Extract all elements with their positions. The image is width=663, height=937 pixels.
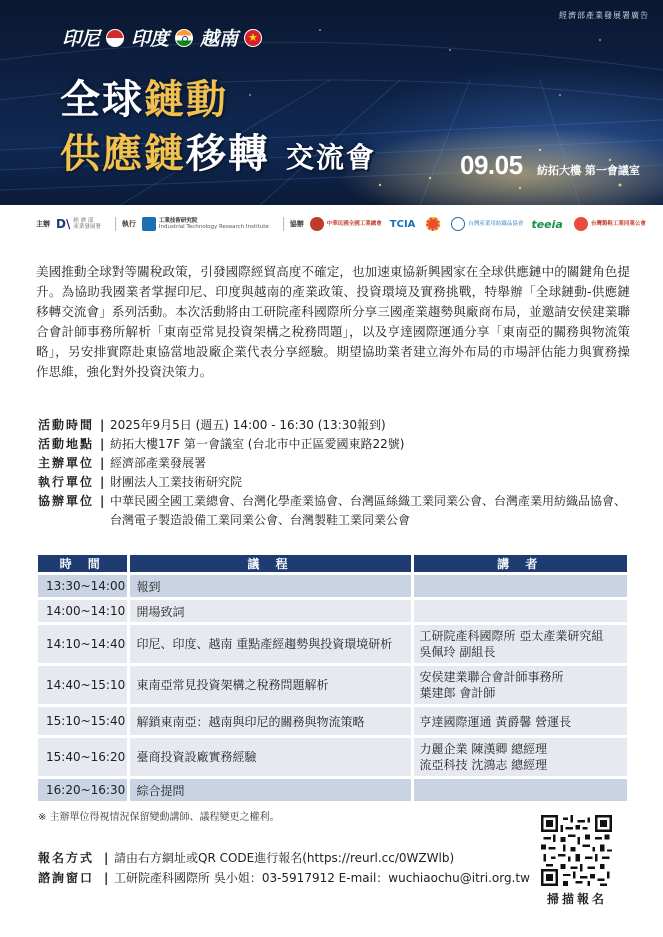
agenda-speaker [411,738,627,776]
registration-contact [38,848,530,888]
agenda-row [38,666,627,704]
country-india: 印度 [131,28,170,50]
agenda-topic: 報到 [127,575,410,597]
qr-caption: 掃描報名 [547,892,608,906]
host-name-line2: 產業發展署 [73,224,101,230]
co-logo-footwear: 台灣製鞋工業同業公會 [574,217,646,231]
title1-part-b: 鏈動 [144,77,228,123]
inquiry-row: 諮詢窗口 | 工研院產科國際所 吳小姐：03-5917912 E-mail：wuchiaochu@itri.org.tw [38,868,530,888]
executor-name-line2: Industrial Technology Research Institute [158,224,269,230]
info-label: 活動地點 [38,437,95,451]
india-flag-icon [175,29,193,47]
info-label: 主辦單位 [38,456,95,470]
info-label: 協辦單位 [38,494,95,508]
agenda-row [38,625,627,663]
title2-part-b: 移轉 [186,131,270,177]
agenda-row [38,707,627,735]
agenda-time: 15:40~16:20 [38,738,127,776]
divider [283,217,284,231]
agenda-time: 14:10~14:40 [38,625,127,663]
co-logo-cnfi: 中華民國全國工業總會 [310,217,382,231]
executor-label: 執行 [121,220,136,228]
co-logo-silk [426,217,443,231]
info-value: 中華民國全國工業總會、台灣化學產業協會、台灣區絲織工業同業公會、台灣產業用紡織品協會、 [110,494,627,508]
co-logo-itig: 台灣產業用紡織品協會 [451,217,523,231]
info-value: 2025年9月5日 (週五) 14:00 - 16:30 (13:30報到) [110,418,386,432]
column-header-time: 時 間 [38,555,127,572]
divider [115,217,116,231]
agenda-speaker [411,779,627,801]
agenda-table [38,552,627,804]
agenda-topic: 開場致詞 [127,600,410,622]
info-label: 執行單位 [38,475,95,489]
co-organizer-label: 協辦 [289,220,304,228]
agenda-speaker [411,666,627,704]
target-countries [62,24,266,51]
agenda-time: 14:40~15:10 [38,666,127,704]
sponsor-note: 經濟部產業發展署廣告 [559,11,649,20]
event-title-line1 [60,68,228,125]
host-label: 主辦 [36,220,50,228]
event-banner [0,0,663,205]
event-introduction: 美國推動全球對等關稅政策，引發國際經貿高度不確定，也加速東協新興國家在全球供應鏈中的關鍵角色提升。為協助我國業者掌握印尼、印度與越南的產業政策、投資環境及實務挑戰，特舉辦「全球鏈動-供應鏈移轉交流會」系列活動。本次活動將由工研院產科國際所分享三國產業趨勢與廠商布局，並邀請安侯建業聯合會計師事務所解析「東南亞常見投資架構之稅務問題」，以及亨達國際運通分享「東南亞的關務與物流策略」，另安排實際赴東協當地設廠企業代表分享經驗。期望協助業者建立海外布局的市場評估能力與實務操作思維，強化對外投資決策力。 [36,264,630,379]
title2-part-a: 供應鏈 [60,131,186,177]
speaker-line1: 力麗企業 陳漢卿 總經理 [419,742,548,756]
indonesia-flag-icon [106,29,124,47]
agenda-speaker [411,575,627,597]
agenda-speaker [411,625,627,663]
co-logo-tcia: TCIA [389,218,416,230]
vietnam-flag-icon [244,29,262,47]
speaker-line1: 安侯建業聯合會計師事務所 [419,670,564,684]
cnfi-logo-icon [310,217,324,231]
info-label: 諮詢窗口 [38,871,95,885]
disclaimer-note: ※ 主辦單位得視情況保留變動講師、議程變更之權利。 [38,812,280,823]
info-value-continued: 台灣電子製造設備工業同業公會、台灣製鞋工業同業公會 [110,513,411,527]
agenda-header-row [38,555,627,572]
column-header-topic: 議 程 [127,555,410,572]
speaker-line2: 流亞科技 沈鴻志 總經理 [419,758,548,772]
speaker-line1: 工研院產科國際所 亞太產業研究組 [419,629,604,643]
info-row-time: 活動時間 | 2025年9月5日 (週五) 14:00 - 16:30 (13:30報到) [38,416,638,435]
agenda-row [38,575,627,597]
agenda-topic: 臺商投資設廠實務經驗 [127,738,410,776]
info-label: 報名方式 [38,851,95,865]
info-row-co-organizers: 協辦單位 | 中華民國全國工業總會、台灣化學產業協會、台灣區絲織工業同業公會、台灣產業用紡織品協會、 台灣電子製造設備工業同業公會、台灣製鞋工業同業公會 [38,492,638,530]
ida-logo-icon: D\ [56,217,71,231]
agenda-speaker: 亨達國際運通 黃爵馨 營運長 [411,707,627,735]
info-row-executor: 執行單位 | 財團法人工業技術研究院 [38,473,638,492]
agenda-row [38,738,627,776]
agenda-speaker [411,600,627,622]
column-header-speaker: 講 者 [411,555,627,572]
event-title-line2 [60,122,376,179]
speaker-line2: 葉建郎 會計師 [419,686,496,700]
registration-qr-code[interactable] [541,815,612,886]
country-vietnam: 越南 [200,28,239,50]
executor-logo [142,217,269,231]
inquiry-contact[interactable]: 工研院產科國際所 吳小姐：03-5917912 E-mail：wuchiaochu@itri.org.tw [114,871,530,885]
info-label: 活動時間 [38,418,95,432]
executor-name-line1: 工業技術研究院 [158,217,198,224]
agenda-row [38,779,627,801]
itig-logo-icon [451,217,465,231]
footwear-association-logo-icon [574,217,588,231]
silk-association-logo-icon [426,217,440,231]
agenda-time: 13:30~14:00 [38,575,127,597]
info-row-venue: 活動地點 | 紡拓大樓17F 第一會議室 (台北市中正區愛國東路22號) [38,435,638,454]
agenda-time: 14:00~14:10 [38,600,127,622]
speaker-line2: 吳佩玲 副組長 [419,645,496,659]
host-name-line1: 經 濟 部 [73,217,94,224]
agenda-topic: 綜合提問 [127,779,410,801]
title2-part-c: 交流會 [285,141,376,174]
agenda-time: 16:20~16:30 [38,779,127,801]
event-date: 09.05 [460,150,523,180]
event-info-list [38,416,638,530]
co-logo-teeia: teeia [531,217,563,231]
itri-logo-icon [142,217,156,231]
registration-row: 報名方式 | 請由右方網址或QR CODE進行報名(https://reurl.cc/0WZWlb) [38,848,530,868]
title1-part-a: 全球 [60,77,144,123]
agenda-topic: 解鎖東南亞：越南與印尼的關務與物流策略 [127,707,410,735]
info-row-host: 主辦單位 | 經濟部產業發展署 [38,454,638,473]
agenda-topic: 東南亞常見投資架構之稅務問題解析 [127,666,410,704]
info-value: 經濟部產業發展署 [110,456,207,470]
event-venue-short: 紡拓大樓 第一會議室 [537,164,640,177]
registration-link[interactable]: 請由右方網址或QR CODE進行報名(https://reurl.cc/0WZWlb) [114,851,455,865]
info-value: 紡拓大樓17F 第一會議室 (台北市中正區愛國東路22號) [110,437,405,451]
agenda-row [38,600,627,622]
agenda-topic: 印尼、印度、越南 重點產經趨勢與投資環境研析 [127,625,410,663]
organizer-logo-strip [0,205,663,243]
info-value: 財團法人工業技術研究院 [110,475,243,489]
agenda-time: 15:10~15:40 [38,707,127,735]
country-indonesia: 印尼 [62,28,101,50]
host-logo [56,217,101,231]
